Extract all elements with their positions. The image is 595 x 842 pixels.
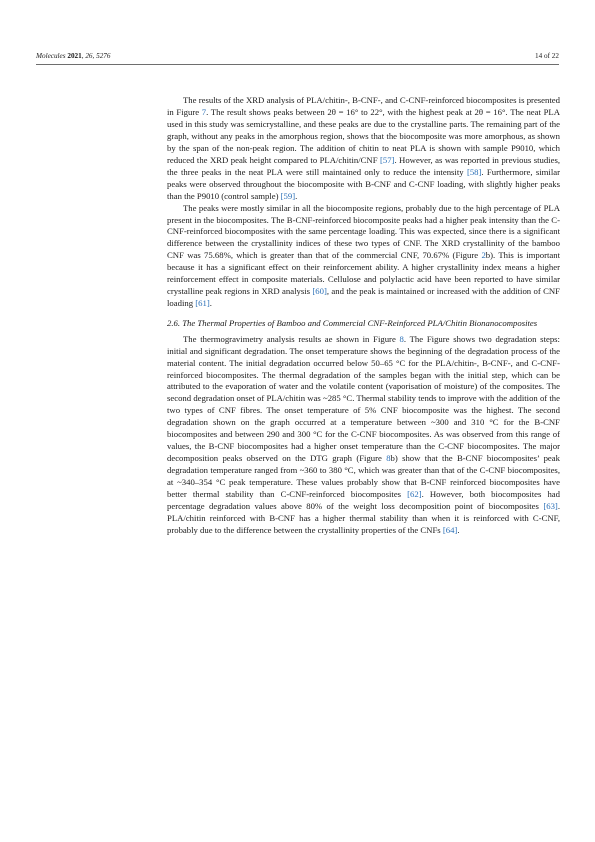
text-run: . <box>209 298 212 309</box>
paragraph-xrd-results <box>167 95 560 203</box>
figure-link[interactable]: 7 <box>201 106 207 117</box>
main-content <box>167 95 560 537</box>
section-heading: 2.6. The Thermal Properties of Bamboo and Commercial CNF-Reinforced PLA/Chitin Bionanocomposites <box>167 318 538 329</box>
text-run: b). This is important because it has a significant effect on their reinforcement ability. A higher crystallinity index means a higher reinforcement effect in composite materials. Cellulose and polylactic acid have been reported to have similar crystalline peak regions in XRD analysis <box>167 250 560 297</box>
citation-link[interactable]: [60] <box>312 286 327 297</box>
paragraph-thermal <box>167 334 560 537</box>
citation-link[interactable]: [64] <box>442 524 458 535</box>
journal-volume: 26 <box>85 52 93 60</box>
citation-link[interactable]: [58] <box>466 166 482 177</box>
text-run: . The result shows peaks between 2θ = 16° to 22°, with the highest peak at 2θ = 16°. The neat PLA used in this study was semicrystalline, and these peaks are due to the crystalline parts. The remaining part of the graph, without any peaks in the amorphous region, shows that the biocomposite was more amorphous, as shown by the span of the non-peak region. The addition of chitin to neat PLA is shown with sample P9010, which reduced the XRD peak height compared to PLA/chitin/CNF <box>167 106 560 165</box>
citation-link[interactable]: [57] <box>379 154 395 165</box>
text-run: . <box>457 524 460 535</box>
article-number: 5276 <box>96 52 111 60</box>
page-number: 14 of 22 <box>535 52 559 60</box>
text-run: . However, as was reported in previous studies, the three peaks in the neat PLA were still maintained only to reduce the intensity <box>167 154 560 177</box>
page-header <box>36 52 559 60</box>
journal-name: Molecules <box>36 52 66 60</box>
text-run: The thermogravimetry analysis results ae shown in Figure <box>183 333 400 344</box>
text-run: The peaks were mostly similar in all the biocomposite regions, probably due to the high percentage of PLA present in the biocomposites. The B-CNF-reinforced biocomposite peaks had a higher peak intensity than the C-CNF-reinforced biocomposites with the same percentage loading. This was expected, since there is a significant difference between the crystallinity indices of these two types of CNF. The XRD crystallinity of the bamboo CNF was 75.68%, which is greater than that of the commercial CNF, 70.67% (Figure <box>167 202 560 261</box>
paragraph-peaks <box>167 203 560 311</box>
text-run: , and the peak is maintained or increased with the addition of CNF loading <box>167 286 561 309</box>
citation-link[interactable]: [61] <box>195 298 210 309</box>
citation-link[interactable]: [63] <box>543 501 558 511</box>
figure-link[interactable]: 8 <box>386 453 391 464</box>
citation-link[interactable]: [62] <box>407 489 422 500</box>
figure-link[interactable]: 8 <box>399 333 404 344</box>
figure-link[interactable]: 2 <box>481 250 486 261</box>
text-run: . <box>295 190 298 201</box>
text-run: . The Figure shows two degradation steps: initial and significant degradation. The onset temperature shows the beginning of the degradation process of the material content. The initial degradation occurred below 50–65 °C for the PLA/chitin-, B-CNF-, and C-CNF-reinforced biocomposites. The thermal degradation of the samples began with the initial step, which can be attributed to the evaporation of water and the volatile content (vaporisation of moisture) of the composites. The second degradation onset of PLA/chitin was ~285 °C. Thermal stability tends to improve with the addition of the two types of CNF fibres. The onset temperature of 5% CNF biocomposite was the highest. The second degradation shown on the graph occurred at a temperature between ~300 and 310 °C for the B-CNF biocomposites and between 290 and 300 °C for the C-CNF biocomposites. As was observed from this range of values, the B-CNF biocomposites had a higher onset temperature than the C-CNF biocomposites. The major decomposition peaks observed on the DTG graph (Figure <box>167 333 560 464</box>
text-run: . Furthermore, similar peaks were observed throughout the biocomposite with B-CNF and C-CNF loading, with slightly higher peaks than the P9010 (control sample) <box>167 166 560 201</box>
text-run: . However, both biocomposites had percentage degradation values above 80% of the weight loss decomposition point of biocomposites <box>167 489 561 511</box>
citation-link[interactable]: [59] <box>280 190 296 201</box>
text-run: The results of the XRD analysis of PLA/chitin-, B-CNF-, and C-CNF-reinforced biocomposites is presented in Figure <box>167 95 560 117</box>
header-rule <box>36 64 559 65</box>
text-run: . PLA/chitin reinforced with B-CNF has a higher thermal stability than when it is reinforced with C-CNF, probably due to the difference between the crystallinity properties of the CNFs <box>167 501 560 535</box>
text-run: b) show that the B-CNF biocomposites’ peak degradation temperature ranged from ~360 to 380 °C, which was greater than that of the C-CNF biocomposites, at ~340–354 °C peak temperature. These values probably show that B-CNF reinforced biocomposites have better thermal stability than C-CNF-reinforced biocomposites <box>167 453 560 500</box>
journal-citation: Molecules 2021, 26, 5276 <box>36 52 111 60</box>
journal-year: 2021 <box>67 52 82 60</box>
